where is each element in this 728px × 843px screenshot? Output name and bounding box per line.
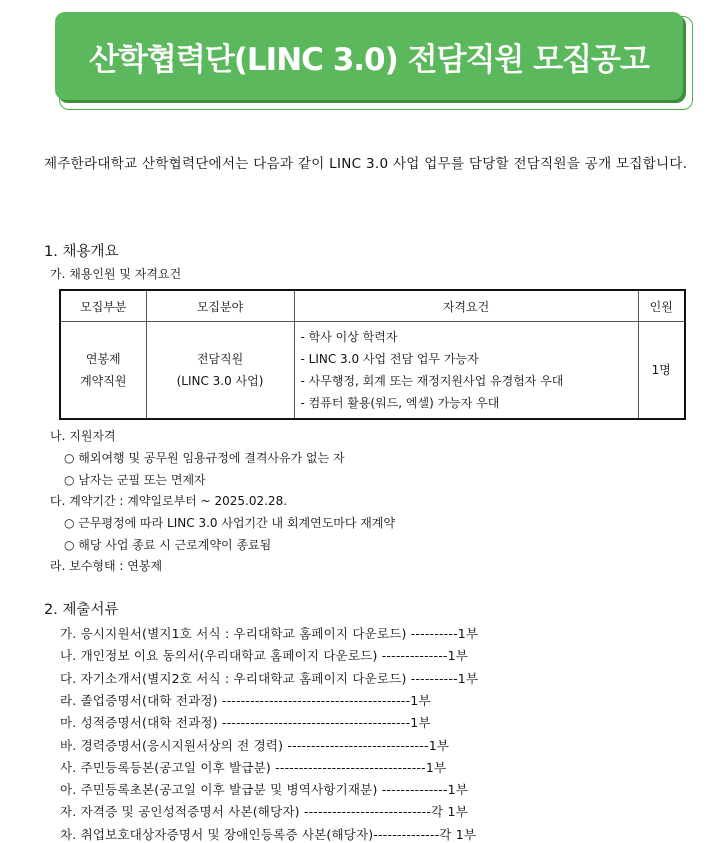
list-item: ○ 해외여행 및 공무원 임용규정에 결격사유가 없는 자 [64,451,345,465]
document-item: 자. 자격증 및 공인성적증명서 사본(해당자) ---------------------------각 1부 [60,804,468,820]
document-item: 바. 경력증명서(응시지원서상의 전 경력) ------------------------------1부 [60,737,450,753]
list-item: ○ 해당 사업 종료 시 근로계약이 종료됨 [64,538,272,552]
document-item: 나. 개인정보 이요 동의서(우리대학교 홈페이지 다운로드) --------------1부 [60,648,469,664]
field-line2: (LINC 3.0 사업) [176,374,264,388]
document-item: 다. 자기소개서(별지2호 서식 : 우리대학교 홈페이지 다운로드) ----------1부 [60,670,479,686]
document-item: 사. 주민등록등본(공고일 이후 발급분) --------------------------------1부 [60,759,447,775]
cell-count: 1명 [638,322,685,420]
section2-title: 2. 제출서류 [44,602,119,618]
header-type: 모집부분 [60,290,146,322]
table-header-row [60,290,685,322]
document-item: 차. 취업보호대상자증명서 및 장애인등록증 사본(해당자)--------------각 1부 [60,826,477,842]
type-line2: 계약직원 [80,374,127,388]
header-field: 모집분야 [146,290,294,322]
field-line1: 전담직원 [196,352,244,366]
title-banner [55,12,683,100]
section1-title: 1. 채용개요 [44,244,119,260]
document-item: 아. 주민등록초본(공고일 이후 발급분 및 병역사항기재분) --------------1부 [60,782,469,798]
cell-type [60,322,146,420]
section1-a-label: 가. 채용인원 및 자격요건 [50,267,182,281]
type-line1: 연봉제 [85,352,121,366]
section1-b-label: 나. 지원자격 [50,429,116,443]
header-count: 인원 [638,290,685,322]
document-item: 마. 성적증명서(대학 전과정) ----------------------------------------1부 [60,715,431,731]
qual-item: - 컴퓨터 활용(워드, 엑셀) 가능자 우대 [300,396,500,410]
intro-text: 제주한라대학교 산학협력단에서는 다음과 같이 LINC 3.0 사업 업무를 담당할 전담직원을 공개 모집합니다. [44,156,688,172]
qual-item: - LINC 3.0 사업 전담 업무 가능자 [300,352,479,366]
section1-c-label: 다. 계약기간 : 계약일로부터 ~ 2025.02.28. [50,494,288,508]
cell-qualifications [294,322,638,420]
table-row [60,322,685,420]
qual-item: - 학사 이상 학력자 [300,330,398,344]
requirements-table [59,289,686,420]
header-qualifications: 자격요건 [294,290,638,322]
cell-field [146,322,294,420]
list-item: ○ 남자는 군필 또는 면제자 [64,473,206,487]
document-item: 라. 졸업증명서(대학 전과정) ----------------------------------------1부 [60,692,431,708]
document-item: 가. 응시지원서(별지1호 서식 : 우리대학교 홈페이지 다운로드) ----------1부 [60,626,479,641]
page-title: 산학협력단(LINC 3.0) 전담직원 모집공고 [89,41,649,78]
list-item: ○ 근무평정에 따라 LINC 3.0 사업기간 내 회계연도마다 재계약 [64,516,396,530]
section1-d-label: 라. 보수형태 : 연봉제 [50,559,163,573]
qual-item: - 사무행정, 회계 또는 재정지원사업 유경험자 우대 [300,374,564,388]
